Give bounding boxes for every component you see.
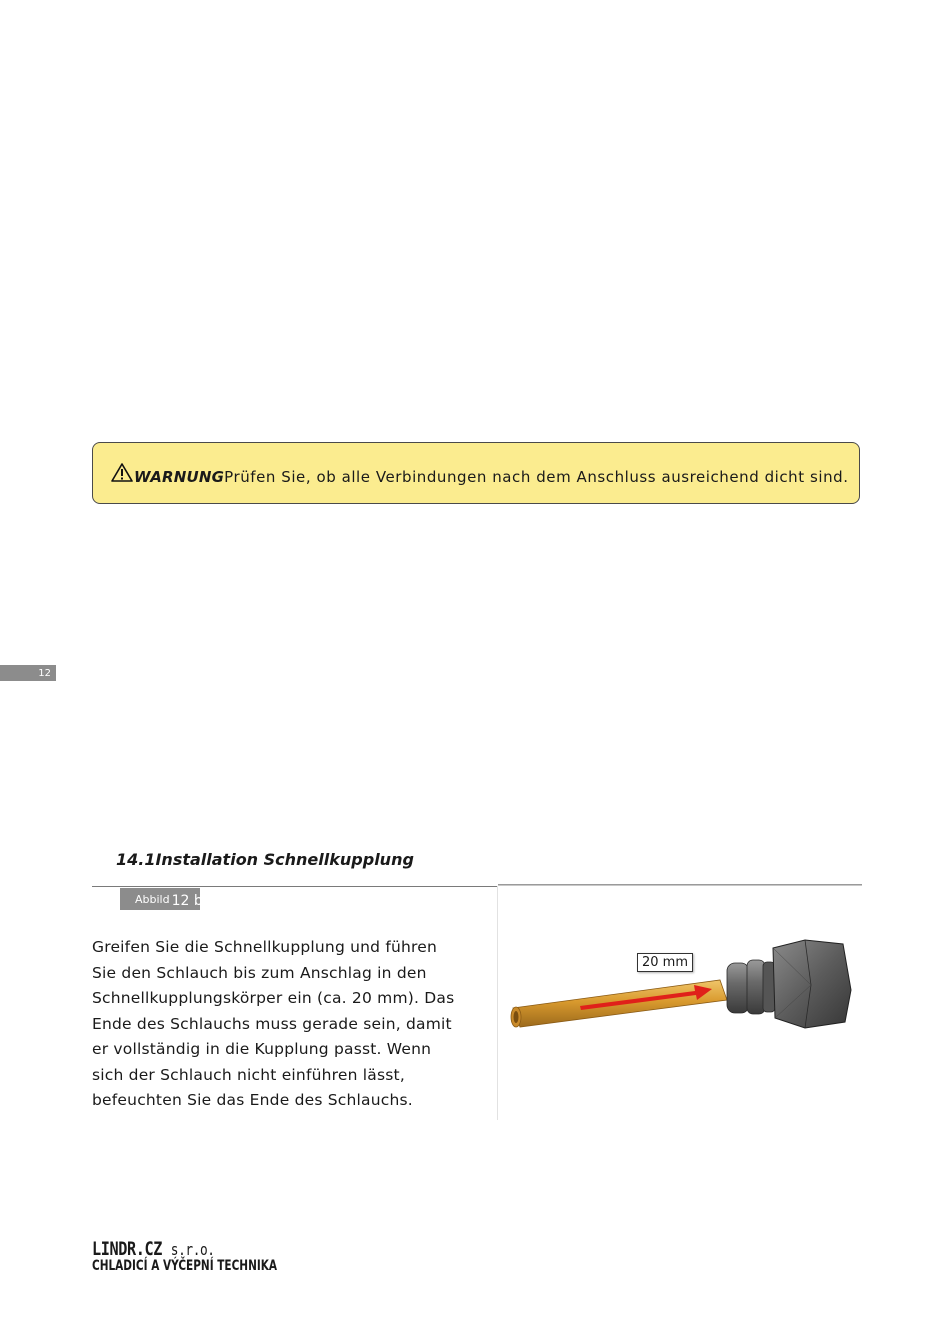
figure-number: 12 b — [171, 893, 203, 909]
coupling-nut — [773, 940, 851, 1028]
company-name — [92, 1238, 289, 1260]
page-number: 12 — [38, 667, 51, 679]
dimension-label: 20 mm — [637, 953, 693, 972]
section-rule-left — [92, 886, 498, 887]
section-heading: 14.1Installation Schnellkupplung — [116, 850, 414, 869]
warning-text: Prüfen Sie, ob alle Verbindungen nach dem Anschluss ausreichend dicht sind. — [224, 467, 849, 486]
company-name-main: LINDR.CZ — [92, 1238, 163, 1260]
instruction-line: sich der Schlauch nicht einführen lässt, — [92, 1065, 405, 1084]
page-number-tab — [0, 665, 56, 681]
hose-coupling-illustration — [505, 930, 855, 1050]
instruction-line: Greifen Sie die Schnellkupplung und führen — [92, 938, 438, 956]
instruction-line: befeuchten Sie das Ende des Schlauchs. — [92, 1091, 413, 1109]
column-divider — [497, 886, 498, 1120]
figure-label-text: Abbild — [135, 892, 170, 906]
coupling-collet — [727, 960, 775, 1014]
instruction-line: Ende des Schlauchs muss gerade sein, damit — [92, 1014, 452, 1033]
instruction-text — [92, 935, 492, 1114]
instruction-line: er vollständig in die Kupplung passt. Wenn — [92, 1040, 432, 1058]
warning-box — [92, 442, 860, 504]
company-logo — [92, 1238, 339, 1274]
instruction-line: Sie den Schlauch bis zum Anschlag in den — [92, 963, 427, 982]
figure-label — [120, 888, 203, 910]
company-tagline: CHLADICÍ A VÝČEPNÍ TECHNIKA — [92, 1258, 278, 1274]
warning-triangle-icon — [111, 463, 133, 482]
warning-label: WARNUNG — [134, 467, 225, 486]
warning-content — [111, 467, 849, 486]
section-rule-right — [498, 884, 862, 886]
company-name-suffix: s.r.o. — [170, 1240, 215, 1259]
instruction-line: Schnellkupplungskörper ein (ca. 20 mm). Das — [92, 989, 455, 1007]
